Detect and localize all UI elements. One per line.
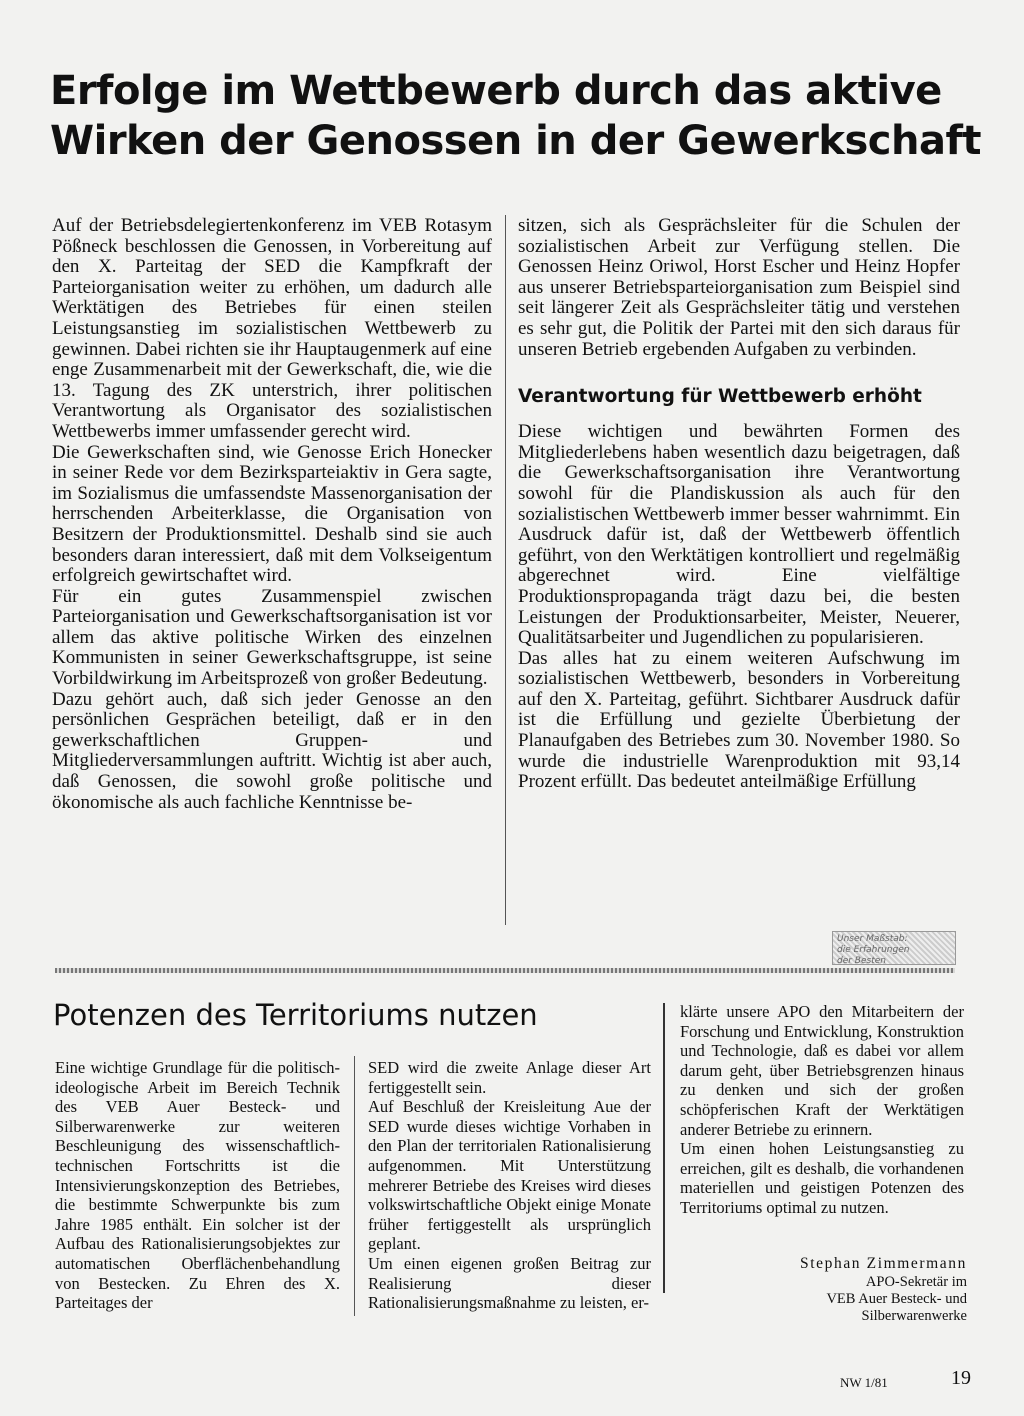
role-line: APO-Sekretär im: [865, 1274, 967, 1290]
stamp-line: die Erfahrungen: [837, 945, 910, 955]
paragraph: Auf der Betriebsdelegiertenkonferenz im VEB Rotasym Pößneck beschlossen die Genossen, in Vorbereitung auf den X. Parteitag der SED die Kampfkraft der Parteiorganisation weiter zu erhöhen, um dadurch alle Werktätigen des Betriebes für einen steilen Leistungsanstieg im sozialistischen Wettbewerb zu gewinnen. Dabei richten sie ihr Hauptaugenmerk auf eine enge Zusammenarbeit mit der Gewerkschaft, die, wie die 13. Tagung des ZK unterstrich, ihrer politischen Verantwortung als Organisator des sozialistischen Wettbewerbs immer umfassender gerecht wird.: [52, 215, 492, 442]
article2-column-3: [680, 1002, 964, 1218]
author-name: Stephan Zimmermann: [800, 1255, 967, 1272]
article1-column-1: [52, 216, 492, 813]
paragraph: SED wird die zweite Anlage dieser Art fertiggestellt sein.: [368, 1058, 651, 1097]
author-role: [680, 1274, 967, 1325]
headline-line: Erfolge im Wettbewerb durch das aktive: [50, 68, 942, 114]
article-headline: [50, 66, 990, 166]
paragraph: Die Gewerkschaften sind, wie Genosse Erich Honecker in seiner Rede vor dem Bezirksparteiaktiv in Gera sagte, im Sozialismus die umfassendste Massenorganisation der herrschenden Arbeiterklasse, die Organisation von Besitzern der Produktionsmittel. Deshalb sind sie auch besonders daran interessiert, daß mit dem Volkseigentum erfolgreich gewirtschaftet wird.: [52, 441, 492, 587]
paragraph: Um einen hohen Leistungsanstieg zu erreichen, gilt es deshalb, die vorhandenen materiellen und geistigen Potenzen des Territoriums optimal zu nutzen.: [680, 1139, 964, 1217]
issue-label: NW 1/81: [840, 1375, 888, 1390]
paragraph: sitzen, sich als Gesprächsleiter für die Schulen der sozialistischen Arbeit zur Verfügung stellen. Die Genossen Heinz Oriwol, Horst Escher und Heinz Hopfer aus unserer Betriebsparteiorganisation zum Beispiel sind seit längerer Zeit als Gesprächsleiter tätig und verstehen es sehr gut, die Politik der Partei mit den sich daraus für unseren Betrieb ergebenden Aufgaben zu verbinden.: [518, 215, 960, 360]
author-signature: [680, 1254, 967, 1325]
article2-title: Potenzen des Territoriums nutzen: [53, 998, 538, 1032]
column-divider: [663, 1003, 665, 1293]
stamp-line: der Besten: [837, 956, 886, 966]
paragraph: Auf Beschluß der Kreisleitung Aue der SED wurde dieses wichtige Vorhaben in den Plan der territorialen Rationalisierung aufgenommen. Mit Unterstützung mehrerer Betriebe des Kreises wird dieses volkswirtschaftliche Objekt einige Monate früher fertiggestellt als ursprünglich geplant.: [368, 1097, 651, 1254]
page-number: 19: [951, 1367, 971, 1389]
stamp-line: Unser Maßstab:: [837, 934, 908, 944]
headline-line: Wirken der Genossen in der Gewerkschaft: [50, 118, 982, 164]
section-divider: [55, 968, 955, 973]
paragraph: Für ein gutes Zusammenspiel zwischen Parteiorganisation und Gewerkschaftsorganisation ist vor allem das aktive politische Wirken des einzelnen Kommunisten in seiner Gewerkschaftsgruppe, ist seine Vorbildwirkung im Arbeitsprozeß von großer Bedeutung.: [52, 585, 492, 690]
paragraph: Diese wichtigen und bewährten Formen des Mitgliederlebens haben wesentlich dazu beigetragen, daß die Gewerkschaftsorganisation ihre Verantwortung sowohl für die Plandiskussion als auch für den sozialistischen Wettbewerb immer besser wahrnimmt. Ein Ausdruck dafür ist, daß der Wettbewerb öffentlich geführt, von den Werktätigen kontrolliert und regelmäßig abgerechnet wird. Eine vielfältige Produktionspropaganda trägt dazu bei, die besten Leistungen der Produktionsarbeiter, Meister, Neuerer, Qualitätsarbeiter und Jugendlichen zu popularisieren.: [518, 421, 960, 649]
section-subheading: Verantwortung für Wettbewerb erhöht: [518, 386, 922, 408]
article2-column-1: [55, 1058, 340, 1313]
role-line: VEB Auer Besteck- und: [826, 1291, 967, 1307]
column-divider: [505, 215, 506, 925]
paragraph: Dazu gehört auch, daß sich jeder Genosse an den persönlichen Gesprächen beteiligt, daß er in den gewerkschaftlichen Gruppen- und Mitgliederversammlungen auftritt. Wichtig ist aber auch, daß Genossen, die sowohl große politische und ökonomische als auch fachliche Kenntnisse be-: [52, 688, 492, 813]
paragraph: klärte unsere APO den Mitarbeitern der Forschung und Entwicklung, Konstruktion und Technologie, daß es dabei vor allem darum geht, über Betriebsgrenzen hinaus zu denken und sich der großen schöpferischen Kraft der Werktätigen anderer Betriebe zu erinnern.: [680, 1002, 964, 1139]
rubric-stamp: [832, 931, 956, 965]
role-line: Silberwarenwerke: [861, 1308, 967, 1324]
article2-column-2: [368, 1058, 651, 1313]
paragraph: Um einen eigenen großen Beitrag zur Realisierung dieser Rationalisierungsmaßnahme zu leisten, er-: [368, 1253, 651, 1313]
paragraph: Das alles hat zu einem weiteren Aufschwung im sozialistischen Wettbewerb, besonders in Vorbereitung auf den X. Parteitag, geführt. Sichtbarer Ausdruck dafür ist die Erfüllung und gezielte Überbietung der Planaufgaben des Betriebes zum 30. November 1980. So wurde die industrielle Warenproduktion mit 93,14 Prozent erfüllt. Das bedeutet anteilmäßige Erfüllung: [518, 647, 960, 793]
article1-column-2: [518, 216, 960, 793]
paragraph: Eine wichtige Grundlage für die politisch-ideologische Arbeit im Bereich Technik des VEB Auer Besteck- und Silberwarenwerke zur weiteren Beschleunigung des wissenschaftlich-technischen Fortschritts ist die Intensivierungskonzeption des Betriebes, die bestimmte Schwerpunkte bis zum Jahre 1985 enthält. Ein solcher ist der Aufbau des Rationalisierungsobjektes zur automatischen Oberflächenbehandlung von Bestecken. Zu Ehren des X. Parteitages der: [55, 1058, 340, 1313]
column-divider: [354, 1056, 355, 1316]
